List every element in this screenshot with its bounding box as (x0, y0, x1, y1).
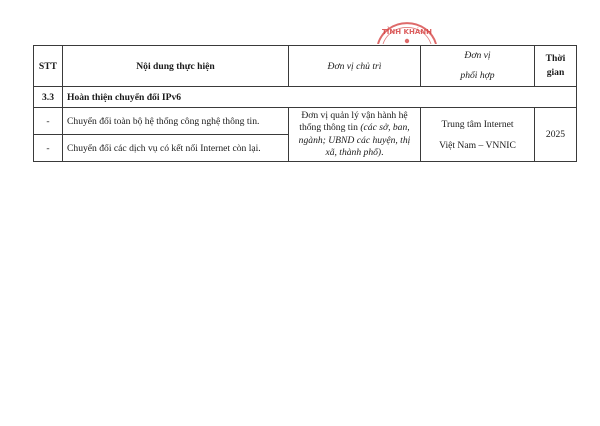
implementation-plan-table (33, 45, 577, 162)
time-cell: 2025 (535, 108, 577, 162)
header-time (535, 46, 577, 87)
lead-unit-italic: (các sở, ban, ngành; UBND các huyện, thị xã, thành phố) (298, 122, 411, 158)
table-header-row (34, 46, 577, 87)
coordinating-unit-cell (421, 108, 535, 162)
row-content: Chuyển đổi các dịch vụ có kết nối Internet còn lại. (63, 135, 289, 162)
lead-unit-text: Đơn vị quản lý vận hành hệ thống thông tin (299, 109, 408, 133)
header-lead-unit: Đơn vị chủ trì (289, 46, 421, 87)
row-stt: - (34, 135, 63, 162)
header-stt: STT (34, 46, 63, 87)
header-coordinating-unit (421, 46, 535, 87)
svg-text:TỈNH KHÁNH: TỈNH KHÁNH (382, 28, 432, 36)
header-time-line1: Thời (545, 53, 566, 64)
table-row (34, 108, 577, 135)
section-title: Hoàn thiện chuyển đổi IPv6 (63, 87, 577, 108)
header-coordinating-unit-line1: Đơn vị (464, 50, 491, 61)
section-number: 3.3 (34, 87, 63, 108)
header-time-line2: gian (546, 67, 565, 78)
coordinating-unit-line1: Trung tâm Internet (441, 118, 514, 130)
row-stt: - (34, 108, 63, 135)
lead-unit-tail: . (381, 147, 384, 158)
coordinating-unit-line2: Việt Nam – VNNIC (439, 139, 516, 151)
header-coordinating-unit-line2: phối hợp (460, 70, 495, 81)
lead-unit-cell (289, 108, 421, 162)
header-content: Nội dung thực hiện (63, 46, 289, 87)
section-row (34, 87, 577, 108)
red-seal-stamp (374, 14, 440, 44)
row-content: Chuyển đổi toàn bộ hệ thống công nghệ thông tin. (63, 108, 289, 135)
